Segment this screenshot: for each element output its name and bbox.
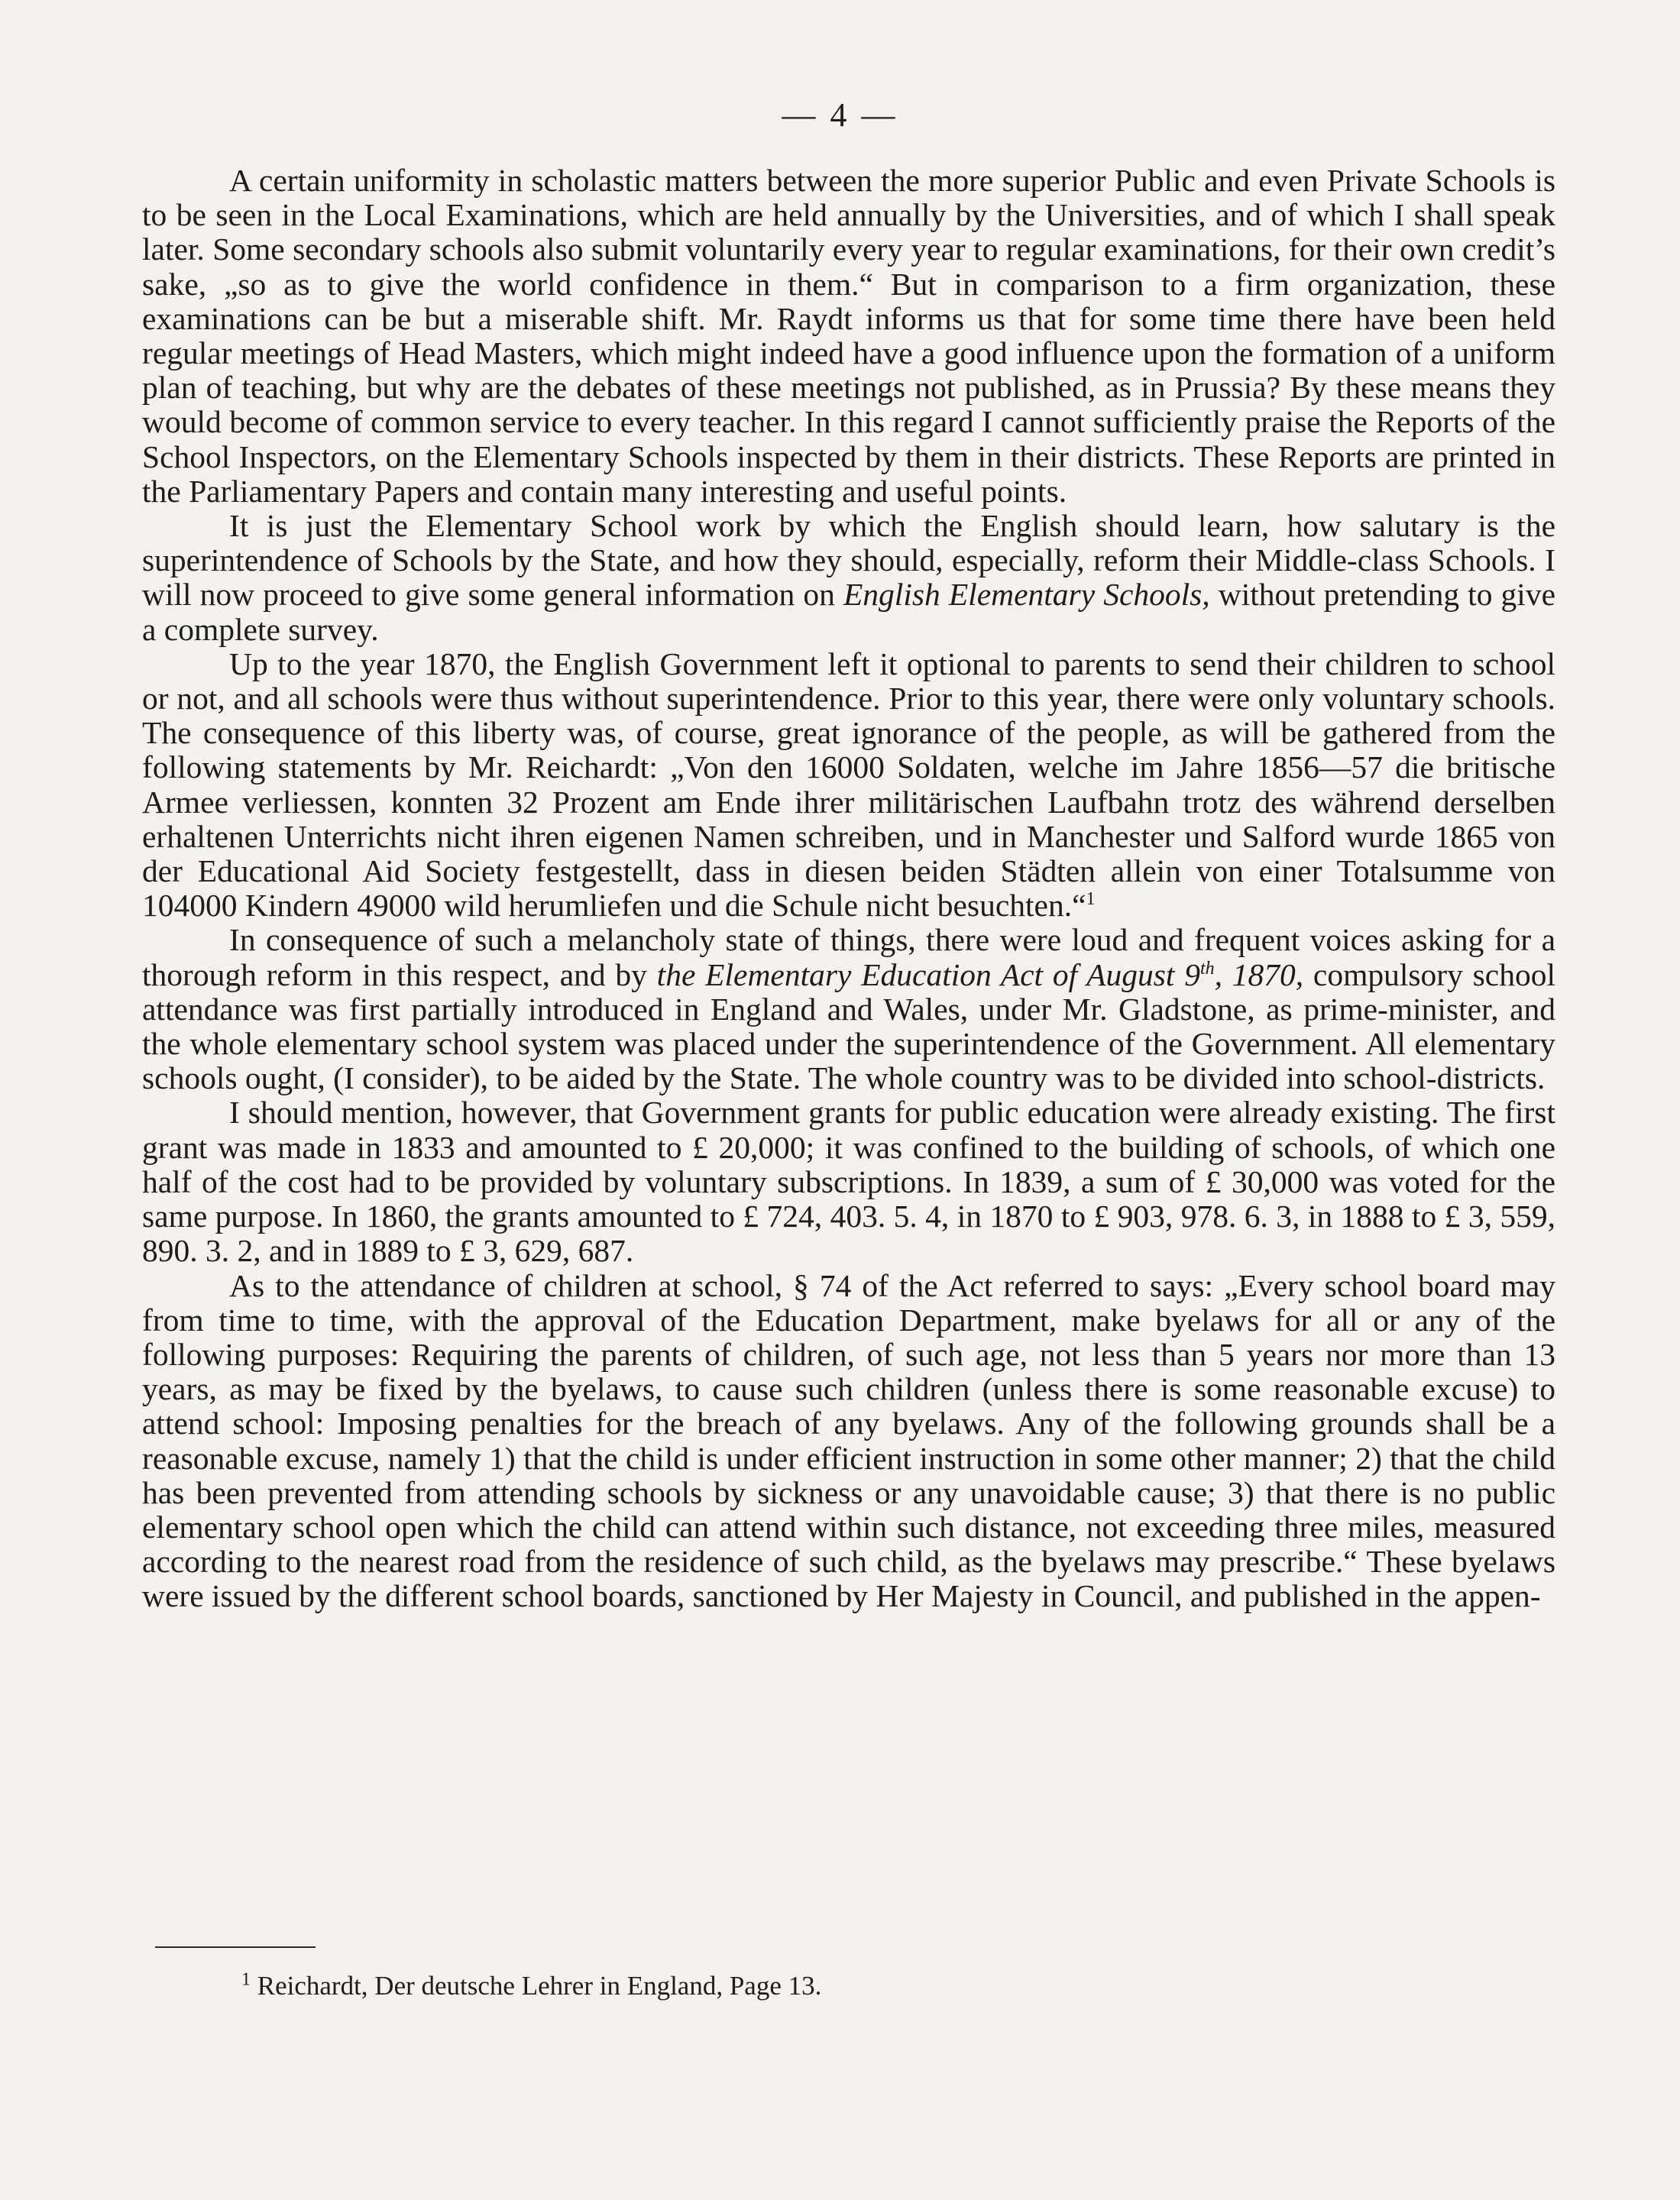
paragraph-4-italic-2: , 1870, (1214, 956, 1304, 992)
paragraph-2 (142, 509, 1555, 647)
paragraph-3 (142, 647, 1555, 924)
paragraph-2-text-a: It is just the Elementary School work by which the English should learn, how salutary is the superintendence of Schools by the State, and how they should, especially, reform their Middle-class Schools. I will now proceed to give some general information on (142, 508, 1555, 613)
footnote-divider (155, 1946, 316, 1948)
footnote-mark: 1 (241, 1969, 251, 1990)
page-number: — 4 — (782, 96, 898, 134)
paragraph-4 (142, 923, 1555, 1095)
paragraph-4-text-a: In consequence of such a melancholy state of things, there were loud and frequent voices asking for a thorough reform in this respect, and by (142, 922, 1555, 992)
paragraph-5: I should mention, however, that Government grants for public education were already existing. The first grant was made in 1833 and amounted to £ 20,000; it was confined to the building of schools, of which one half of the cost had to be provided by voluntary subscriptions. In 1839, a sum of £ 30,000 was voted for the same purpose. In 1860, the grants amounted to £ 724, 403. 5. 4, in 1870 to £ 903, 978. 6. 3, in 1888 to £ 3, 559, 890. 3. 2, and in 1889 to £ 3, 629, 687. (142, 1095, 1555, 1269)
paragraph-2-text-b: without pretending to give a complete survey. (142, 577, 1555, 647)
footnote-text: Reichardt, Der deutsche Lehrer in England, Page 13. (257, 1971, 822, 2001)
paragraph-4-italic-1: the Elementary Education Act of August 9 (656, 956, 1200, 992)
footnote (241, 1971, 821, 2001)
paragraph-3-text: Up to the year 1870, the English Government left it optional to parents to send their children to school or not, and all schools were thus without superintendence. Prior to this year, there were only voluntary schools. The consequence of this liberty was, of course, great ignorance of the people, as will be gathered from the following statements by Mr. Reichardt: „Von den 16000 Soldaten, welche im Jahre 1856—57 die britische Armee verliessen, konnten 32 Prozent am Ende ihrer militärischen Laufbahn trotz des während derselben erhaltenen Unterrichts nicht ihren eigenen Namen schreiben, und in Manchester und Salford wurde 1865 von der Educational Aid Society festgestellt, dass in diesen beiden Städten allein von einer Totalsumme von 104000 Kindern 49000 wild herumliefen und die Schule nicht besuchten.“ (142, 645, 1555, 924)
paragraph-6: As to the attendance of children at school, § 74 of the Act referred to says: „Every school board may from time to time, with the approval of the Education Department, make byelaws for all or any of the following purposes: Requiring the parents of children, of such age, not less than 5 years nor more than 13 years, as may be fixed by the byelaws, to cause such children (unless there is some reasonable excuse) to attend school: Imposing penalties for the breach of any byelaws. Any of the following grounds shall be a reasonable excuse, namely 1) that the child is under efficient instruction in some other manner; 2) that the child has been prevented from attending schools by sickness or any unavoidable cause; 3) that there is no public elementary school open which the child can attend within such distance, not exceeding three miles, measured according to the nearest road from the residence of such child, as the byelaws may prescribe.“ These byelaws were issued by the different school boards, sanctioned by Her Majesty in Council, and published in the appen- (142, 1267, 1555, 1614)
paragraph-2-italic: English Elementary Schools, (843, 577, 1210, 613)
paragraph-1: A certain uniformity in scholastic matters between the more superior Public and even Private Schools is to be seen in the Local Examinations, which are held annually by the Universities, and of which I shall speak later. Some secondary schools also submit voluntarily every year to regular examinations, for their own credit’s sake, „so as to give the world confidence in them.“ But in comparison to a firm organization, these examinations can be but a miserable shift. Mr. Raydt informs us that for some time there have been held regular meetings of Head Masters, which might indeed have a good influence upon the formation of a uniform plan of teaching, but why are the debates of these meetings not published, as in Prussia? By these means they would become of common service to every teacher. In this regard I cannot sufficiently praise the Reports of the School Inspectors, on the Elementary Schools inspected by them in their districts. These Reports are printed in the Parliamentary Papers and contain many interesting and useful points. (142, 163, 1555, 509)
footnote-reference: 1 (1086, 889, 1096, 910)
body-text (142, 163, 1555, 1614)
paragraph-4-text-b: compulsory school attendance was first partially introduced in England and Wales, under Mr. Gladstone, as prime-minister, and the whole elementary school system was placed under the superintendence of the Government. All elementary schools ought, (I consider), to be aided by the State. The whole country was to be divided into school-districts. (142, 956, 1555, 1096)
paragraph-4-italic-sup: th (1199, 958, 1215, 979)
